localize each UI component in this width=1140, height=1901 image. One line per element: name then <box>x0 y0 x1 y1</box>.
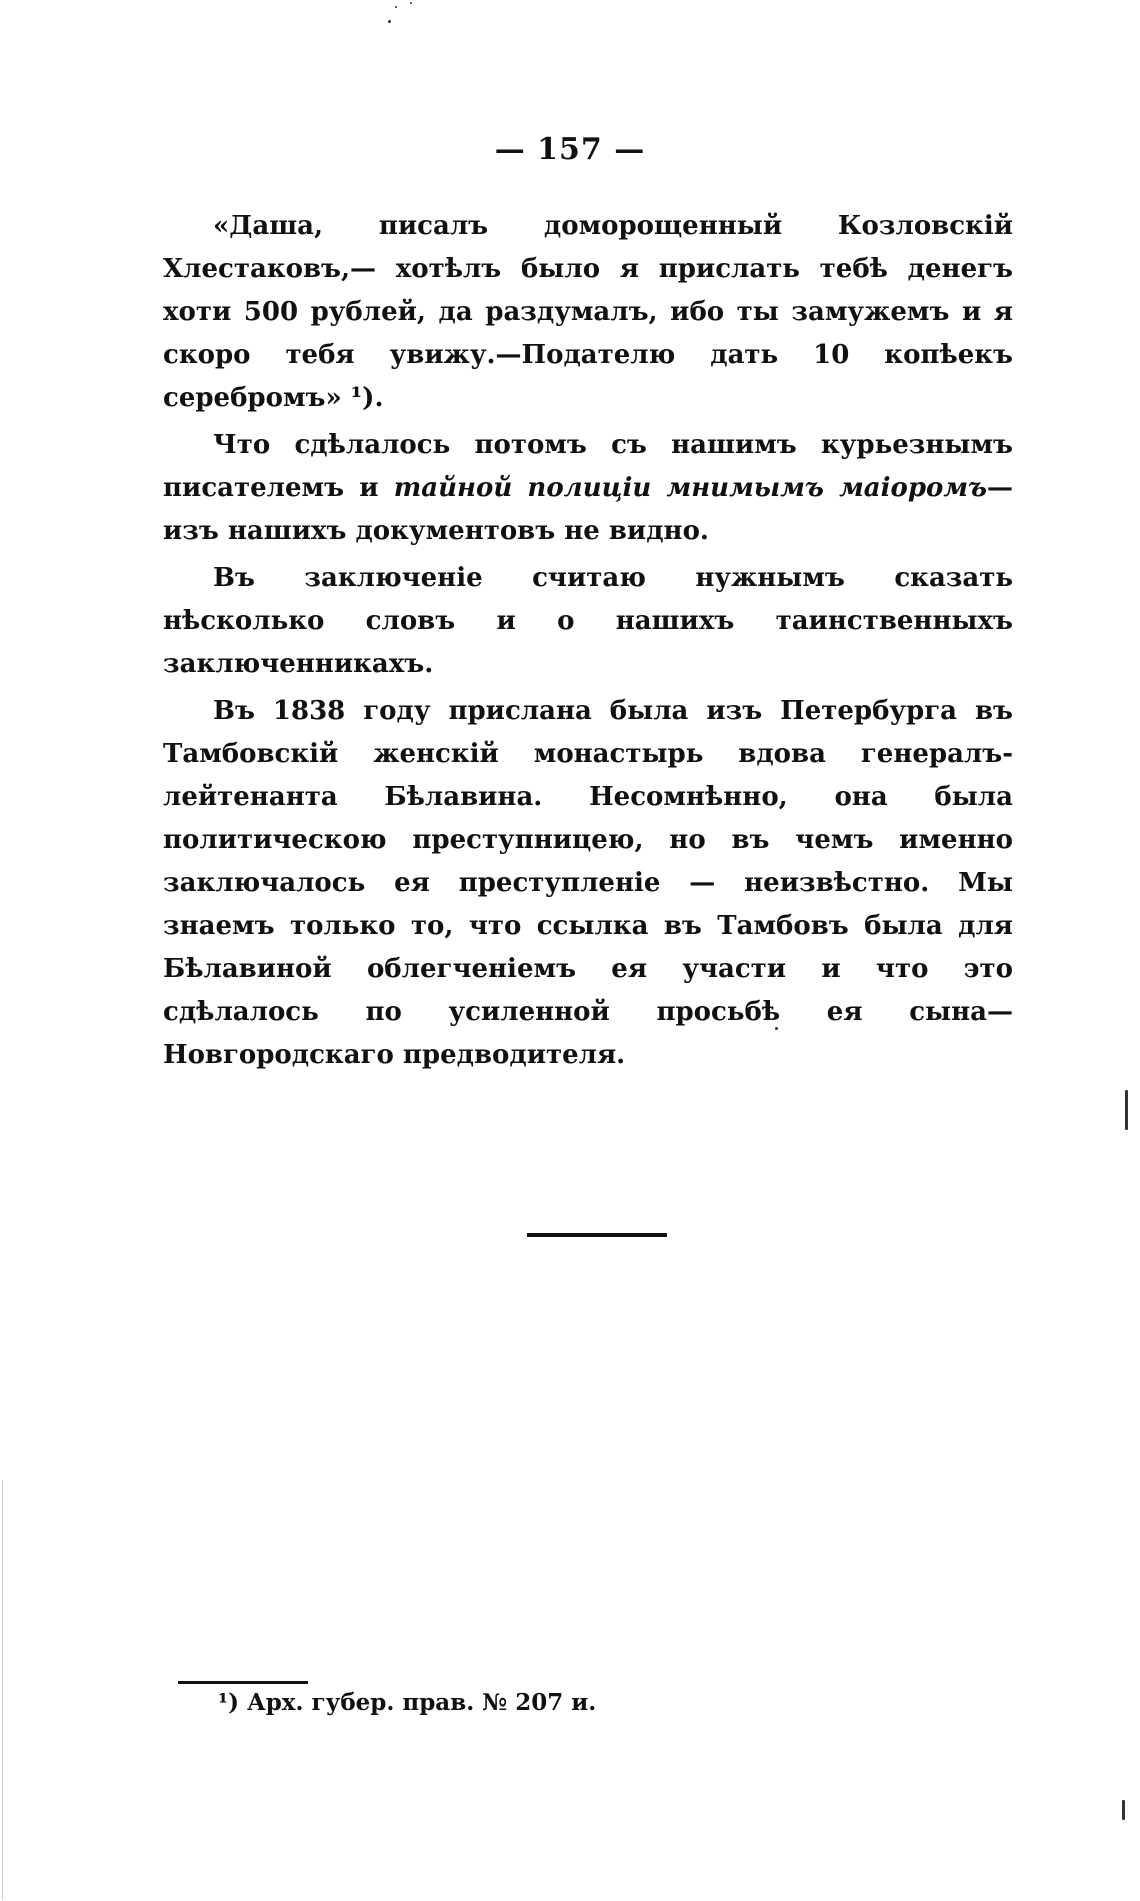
paragraph-letter-quote: «Даша, писалъ доморощенный Козловскій Хлестаковъ,— хотѣлъ было я прислать тебѣ денегъ хоти 500 рублей, да раздумалъ, ибо ты замужемъ и я скоро тебя увижу.—Подателю дать 10 копѣекъ серебромъ» ¹). <box>163 211 1013 413</box>
italic-phrase: тайной полиціи мнимымъ маіоромъ <box>393 473 987 503</box>
scan-speck <box>395 6 397 8</box>
footnote: ¹) Арх. губер. прав. № 207 и. <box>218 1689 597 1716</box>
footnote-divider <box>178 1681 308 1684</box>
page-body <box>163 205 1013 1081</box>
scan-speck <box>1122 1800 1125 1820</box>
page-edge-line <box>2 1480 3 1900</box>
scan-speck <box>388 20 391 23</box>
page-number: — 157 — <box>494 132 646 167</box>
scan-speck <box>1125 1090 1128 1130</box>
section-divider <box>527 1233 667 1237</box>
paragraph-conclusion: Въ заключеніе считаю нужнымъ сказать нѣсколько словъ и о нашихъ таинственныхъ заключенникахъ. <box>163 563 1013 679</box>
paragraph-writer-fate <box>163 424 1013 553</box>
scan-speck <box>410 2 412 4</box>
paragraph-writer-fate-end: —изъ нашихъ документовъ не видно. <box>163 473 1013 546</box>
paragraph-belavina: Въ 1838 году прислана была изъ Петербурга въ Тамбовскій женскій монастырь вдова генералъ-лейтенанта Бѣлавина. Несомнѣнно, она была политическою преступницею, но въ чемъ именно заключалось ея преступленіе — неизвѣстно. Мы знаемъ только то, что ссылка въ Тамбовъ была для Бѣлавиной облегченіемъ ея участи и что это сдѣлалось по усиленной просьбѣ ея сына—Новгородскаго предводителя. <box>163 696 1013 1070</box>
scan-speck <box>775 1027 778 1030</box>
paragraph-writer-fate-start: Что сдѣлалось потомъ съ нашимъ курьезнымъ писателемъ и <box>163 430 1013 503</box>
